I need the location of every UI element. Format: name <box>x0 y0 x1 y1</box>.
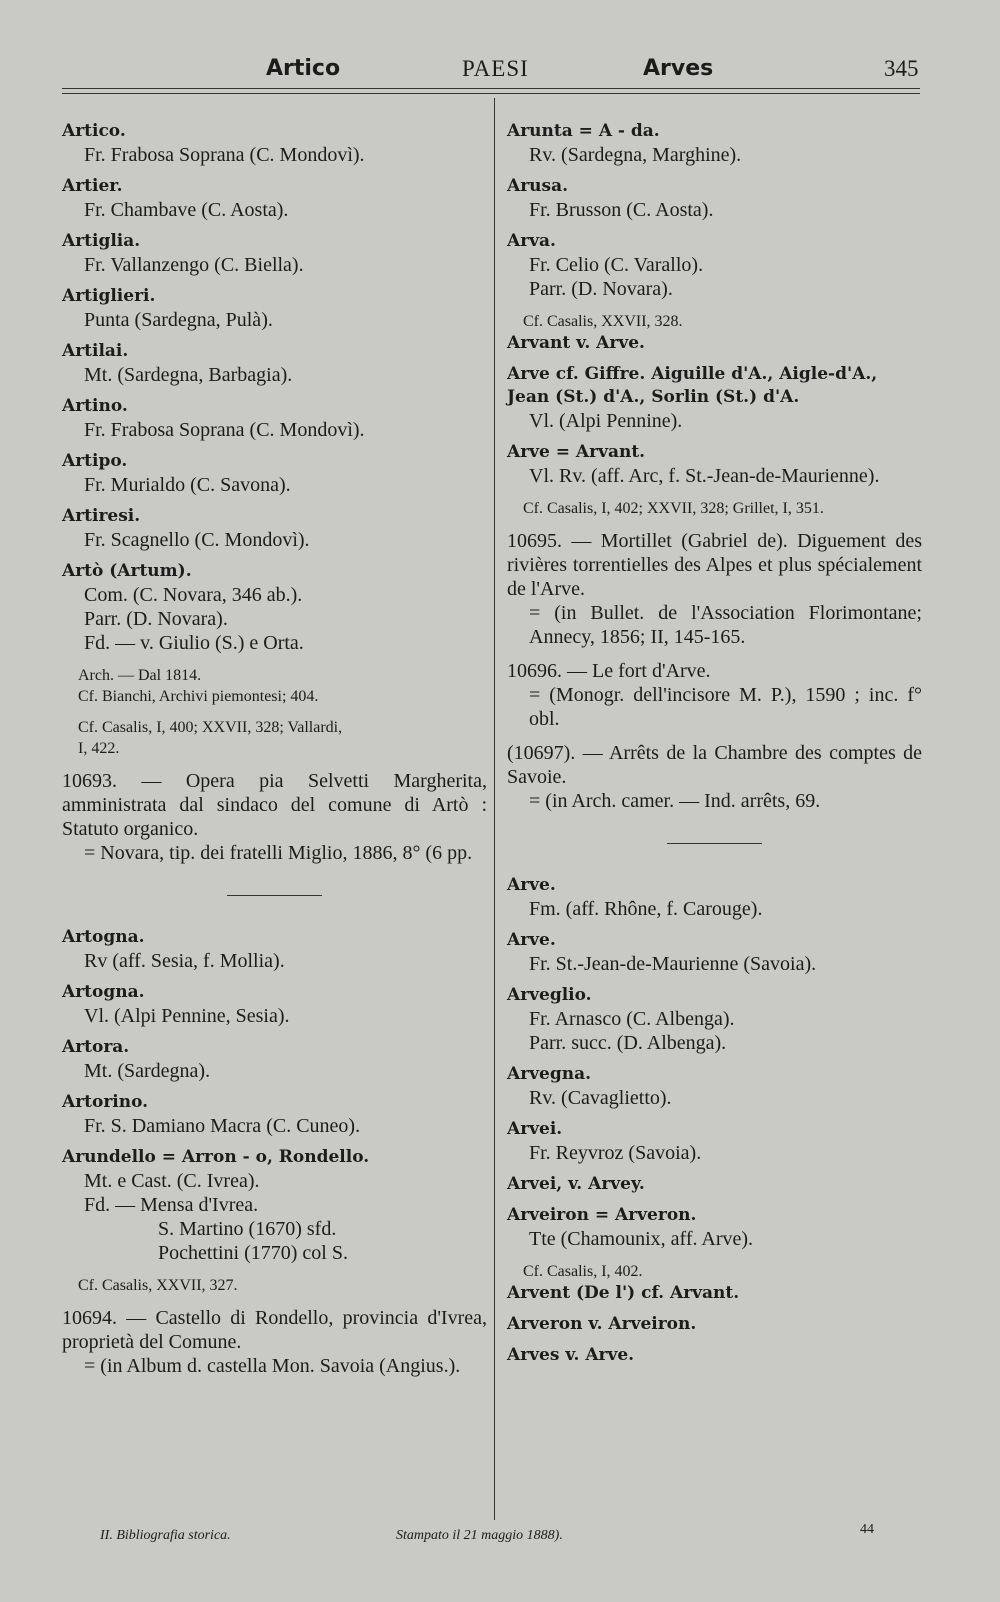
entry <box>507 1282 922 1305</box>
header-left-word: Artico <box>266 56 341 81</box>
headword: Artier. <box>62 176 123 196</box>
headword: Arvei, v. Arvey. <box>507 1174 645 1194</box>
entry-line: Fr. Reyvroz (Savoia). <box>529 1142 702 1164</box>
bibliography-text: (10697). — Arrêts de la Chambre des comptes de Savoie. <box>507 742 922 788</box>
entry-line: Vl. Rv. (aff. Arc, f. St.-Jean-de-Maurienne). <box>529 465 880 487</box>
entry <box>62 230 487 277</box>
entry-line: Fr. Chambave (C. Aosta). <box>84 199 289 221</box>
entry <box>62 120 487 167</box>
reference-line: Arch. — Dal 1814. <box>78 667 202 684</box>
headword: Artilai. <box>62 341 129 361</box>
entry-line: Fr. St.-Jean-de-Maurienne (Savoia). <box>529 953 817 975</box>
bibliography-entry <box>507 529 922 649</box>
entry-line: Fr. Frabosa Soprana (C. Mondovì). <box>84 419 365 441</box>
footer-center: Stampato il 21 maggio 1888). <box>396 1528 563 1543</box>
headword: Artino. <box>62 396 128 416</box>
headword: Arveron v. Arveiron. <box>507 1314 697 1334</box>
reference-line: Cf. Casalis, I, 402; XXVII, 328; Grillet, I, 351. <box>523 500 824 517</box>
reference-note <box>507 1261 922 1282</box>
entry-line: Com. (C. Novara, 346 ab.). <box>84 584 303 606</box>
entry <box>507 332 922 355</box>
entry-line: Parr. (D. Novara). <box>529 278 673 300</box>
headword: Artogna. <box>62 982 145 1002</box>
entry <box>507 120 922 167</box>
footer-left: II. Bibliografia storica. <box>100 1528 231 1543</box>
bibliography-entry <box>62 1306 487 1378</box>
reference-note <box>62 665 487 707</box>
entry-line: Fr. Murialdo (C. Savona). <box>84 474 291 496</box>
headword: Arve cf. Giffre. Aiguille d'A., Aigle-d'A., Jean (St.) d'A., Sorlin (St.) d'A. <box>507 364 878 407</box>
entry-line: Fm. (aff. Rhône, f. Carouge). <box>529 898 763 920</box>
headword: Arve. <box>507 875 556 895</box>
entry-line: Fr. Frabosa Soprana (C. Mondovì). <box>84 144 365 166</box>
bibliography-publication: = (in Arch. camer. — Ind. arrêts, 69. <box>529 790 821 812</box>
entry <box>507 1173 922 1196</box>
bibliography-publication: = (in Album d. castella Mon. Savoia (Angius.). <box>84 1355 461 1377</box>
entry-line: Parr. (D. Novara). <box>84 608 228 630</box>
entry <box>507 874 922 921</box>
headword: Arves v. Arve. <box>507 1345 635 1365</box>
headword: Arvegna. <box>507 1064 592 1084</box>
headword: Arundello = Arron - o, Rondello. <box>62 1147 370 1167</box>
bibliography-entry <box>507 741 922 813</box>
bibliography-text: 10695. — Mortillet (Gabriel de). Diguement des rivières torrentielles des Alpes et plus spécialement de l'Arve. <box>507 530 922 600</box>
entry-line: Fd. — Mensa d'Ivrea. <box>84 1194 259 1216</box>
bibliography-entry <box>62 769 487 865</box>
entry-line: Fr. S. Damiano Macra (C. Cuneo). <box>84 1115 361 1137</box>
section-separator <box>667 843 762 844</box>
entry <box>62 175 487 222</box>
reference-line: Cf. Casalis, XXVII, 327. <box>78 1277 238 1294</box>
entry <box>62 395 487 442</box>
bibliography-text: 10694. — Castello di Rondello, provincia d'Ivrea, proprietà del Comune. <box>62 1307 487 1353</box>
entry <box>507 441 922 488</box>
entry <box>507 1313 922 1336</box>
headword: Artico. <box>62 121 126 141</box>
headword: Arve. <box>507 930 556 950</box>
entry <box>507 1344 922 1367</box>
entry <box>507 984 922 1055</box>
entry <box>507 175 922 222</box>
header-right-word: Arves <box>643 56 714 81</box>
headword: Artogna. <box>62 927 145 947</box>
headword: Arvei. <box>507 1119 563 1139</box>
headword: Artiresi. <box>62 506 141 526</box>
headword: Arva. <box>507 231 556 251</box>
headword: Arve = Arvant. <box>507 442 646 462</box>
headword: Artiglia. <box>62 231 141 251</box>
section-separator <box>227 895 322 896</box>
entry-line: Rv (aff. Sesia, f. Mollia). <box>84 950 285 972</box>
header-section-title: PAESI <box>462 56 529 81</box>
entry-line: Fr. Arnasco (C. Albenga). <box>529 1008 735 1030</box>
entry-line: Vl. (Alpi Pennine). <box>529 410 683 432</box>
entry-line: Punta (Sardegna, Pulà). <box>84 309 273 331</box>
entry <box>507 363 922 433</box>
bibliography-text: 10696. — Le fort d'Arve. <box>507 660 711 682</box>
entry-line: Rv. (Sardegna, Marghine). <box>529 144 742 166</box>
entry-line: Vl. (Alpi Pennine, Sesia). <box>84 1005 290 1027</box>
entry-line: Fr. Scagnello (C. Mondovì). <box>84 529 310 551</box>
entry <box>62 926 487 973</box>
reference-note <box>507 498 922 519</box>
headword: Artipo. <box>62 451 128 471</box>
entry-line: Mt. (Sardegna, Barbagia). <box>84 364 293 386</box>
reference-line: I, 422. <box>78 740 120 757</box>
reference-line: Cf. Casalis, XXVII, 328. <box>523 313 683 330</box>
entry <box>62 285 487 332</box>
reference-line: Cf. Bianchi, Archivi piemontesi; 404. <box>78 688 319 705</box>
reference-note <box>62 717 487 759</box>
entry <box>507 1204 922 1251</box>
entry <box>507 230 922 301</box>
headword: Arunta = A - da. <box>507 121 660 141</box>
entry <box>62 450 487 497</box>
entry-line: Fr. Celio (C. Varallo). <box>529 254 704 276</box>
entry-line: Fr. Brusson (C. Aosta). <box>529 199 714 221</box>
entry-line: S. Martino (1670) sfd. <box>158 1218 337 1240</box>
bibliography-entry <box>507 659 922 731</box>
entry <box>62 560 487 655</box>
bibliography-publication: = Novara, tip. dei fratelli Miglio, 1886, 8° (6 pp. <box>84 842 473 864</box>
entry-line: Pochettini (1770) col S. <box>158 1242 348 1264</box>
headword: Arusa. <box>507 176 569 196</box>
entry-line: Mt. e Cast. (C. Ivrea). <box>84 1170 260 1192</box>
reference-note <box>507 311 922 332</box>
footer-signature-mark: 44 <box>860 1522 874 1537</box>
header-rule-thin <box>62 93 920 94</box>
reference-note <box>62 1275 487 1296</box>
headword: Arveiron = Arveron. <box>507 1205 697 1225</box>
reference-line: Cf. Casalis, I, 402. <box>523 1263 643 1280</box>
entry <box>62 1146 487 1265</box>
bibliography-publication: = (in Bullet. de l'Association Florimontane; Annecy, 1856; II, 145-165. <box>529 602 922 648</box>
entry-line: Mt. (Sardegna). <box>84 1060 211 1082</box>
headword: Artò (Artum). <box>62 561 192 581</box>
entry-line: Fd. — v. Giulio (S.) e Orta. <box>84 632 304 654</box>
entry <box>507 1063 922 1110</box>
reference-line: Cf. Casalis, I, 400; XXVII, 328; Vallardi, <box>78 719 343 736</box>
column-divider <box>494 98 495 1520</box>
page-number: 345 <box>884 56 919 81</box>
left-column <box>62 120 487 1388</box>
entry <box>62 1036 487 1083</box>
entry-line: Parr. succ. (D. Albenga). <box>529 1032 727 1054</box>
bibliography-text: 10693. — Opera pia Selvetti Margherita, amministrata dal sindaco del comune di Artò : Statuto organico. <box>62 770 487 840</box>
entry <box>62 340 487 387</box>
entry-line: Fr. Vallanzengo (C. Biella). <box>84 254 304 276</box>
entry-line: Rv. (Cavaglietto). <box>529 1087 672 1109</box>
headword: Artora. <box>62 1037 130 1057</box>
bibliography-publication: = (Monogr. dell'incisore M. P.), 1590 ; inc. f° obl. <box>529 684 922 730</box>
header-rule <box>62 88 920 89</box>
entry <box>62 981 487 1028</box>
entry <box>62 1091 487 1138</box>
headword: Arvant v. Arve. <box>507 333 645 353</box>
entry-line: Tte (Chamounix, aff. Arve). <box>529 1228 754 1250</box>
headword: Artorino. <box>62 1092 149 1112</box>
headword: Arvent (De l') cf. Arvant. <box>507 1283 740 1303</box>
headword: Arveglio. <box>507 985 592 1005</box>
entry <box>507 1118 922 1165</box>
entry <box>507 929 922 976</box>
entry <box>62 505 487 552</box>
running-header <box>0 50 1000 90</box>
right-column <box>507 120 922 1375</box>
headword: Artiglieri. <box>62 286 156 306</box>
